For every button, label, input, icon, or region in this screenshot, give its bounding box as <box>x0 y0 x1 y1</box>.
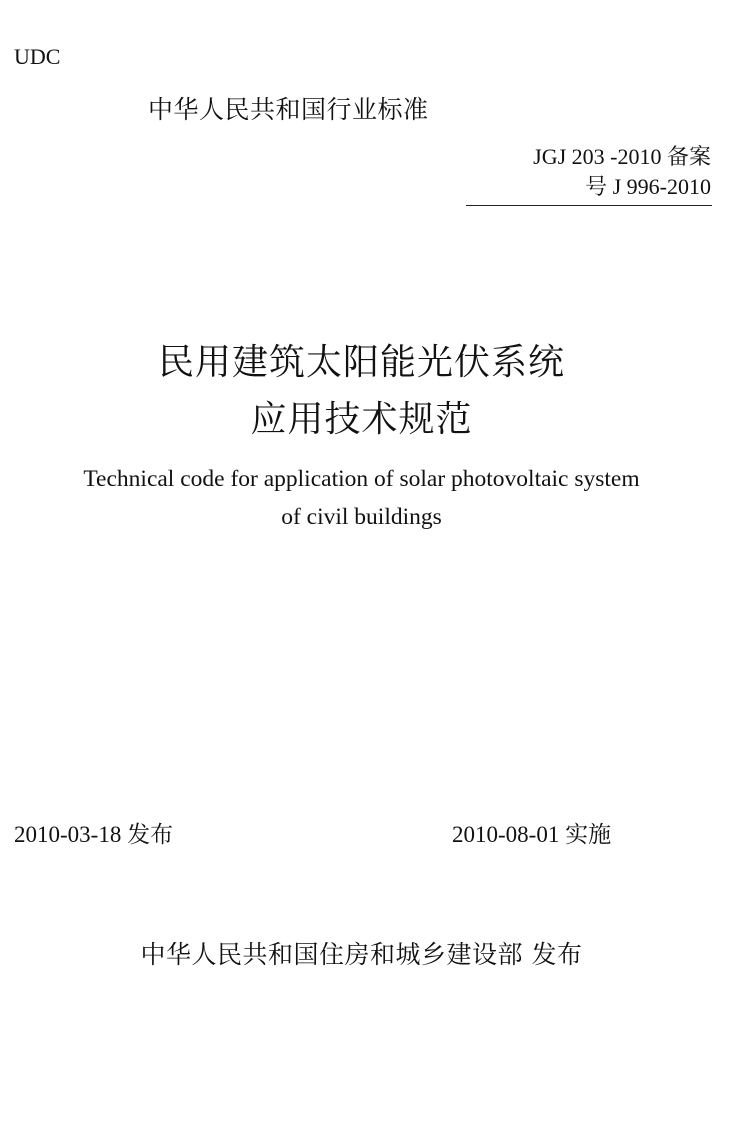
standard-number-block <box>466 142 711 202</box>
title-chinese-line2: 应用技术规范 <box>250 399 473 440</box>
standard-number-line1: JGJ 203 -2010 备案 <box>533 144 711 169</box>
standard-category: 中华人民共和国行业标准 <box>148 95 429 124</box>
title-english-line2: of civil buildings <box>281 504 442 530</box>
implementation-date: 2010-08-01 实施 <box>452 822 612 847</box>
standard-number-rule <box>466 205 712 206</box>
title-english-line1: Technical code for application of solar photovoltaic system <box>83 466 640 492</box>
standard-number-line2: 号 J 996-2010 <box>585 174 711 199</box>
udc-label: UDC <box>14 44 61 69</box>
publisher: 中华人民共和国住房和城乡建设部 发布 <box>140 940 583 969</box>
title-chinese-line1: 民用建筑太阳能光伏系统 <box>157 342 565 383</box>
issue-date: 2010-03-18 发布 <box>14 822 174 847</box>
